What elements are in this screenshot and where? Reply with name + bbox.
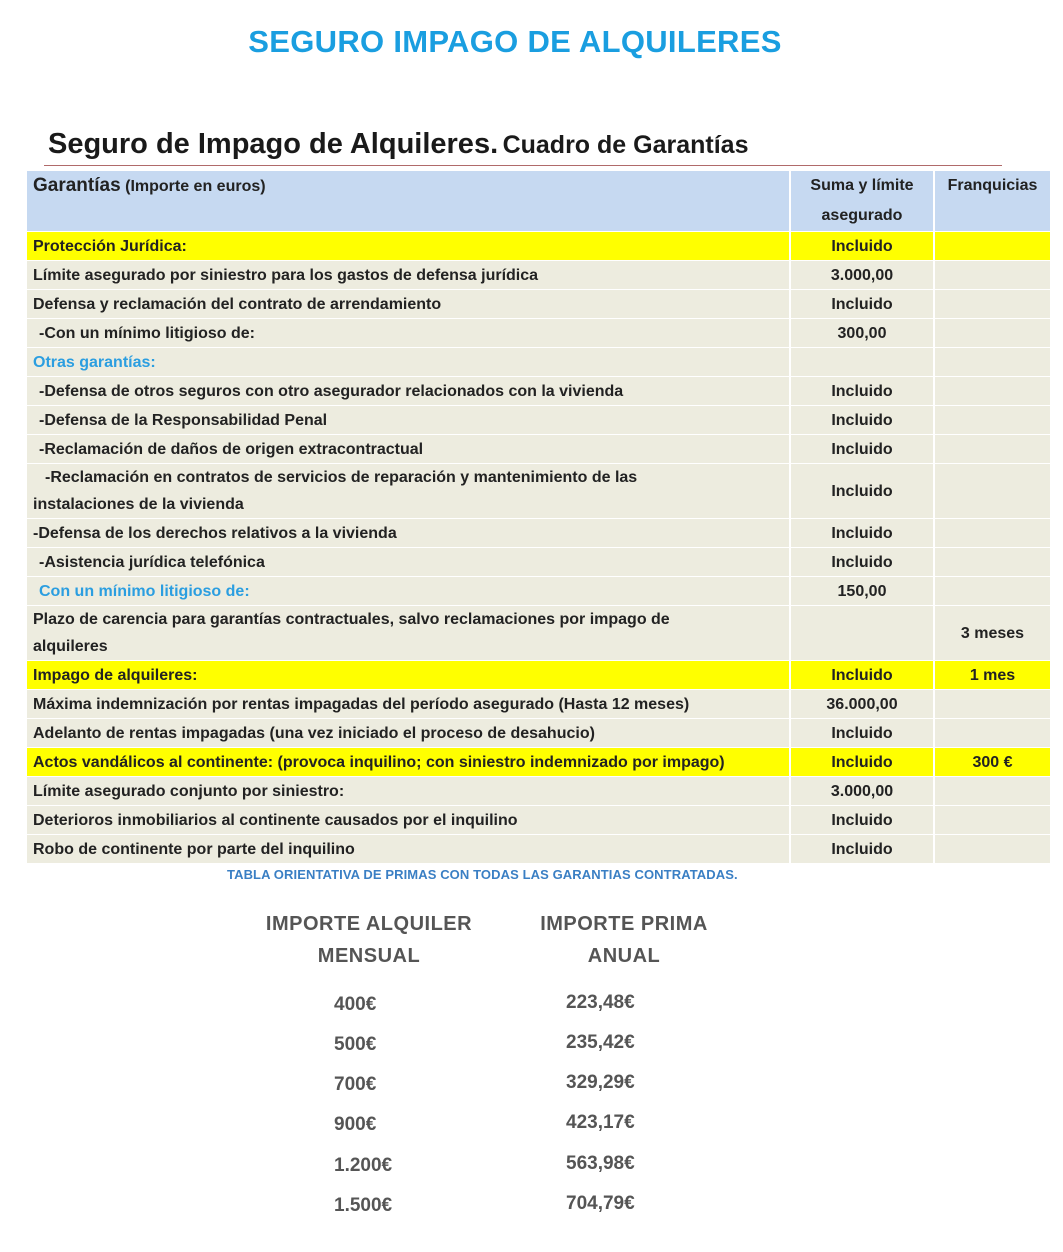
primas-alquiler-value: 500€	[334, 1034, 377, 1055]
section-title-main: Seguro de Impago de Alquileres.	[48, 128, 499, 160]
row-value: Incluido	[790, 719, 934, 748]
row-value: Incluido	[790, 290, 934, 319]
table-row	[27, 748, 1050, 777]
table-row	[27, 577, 1050, 606]
table-row	[27, 406, 1050, 435]
title-divider	[44, 165, 1002, 166]
header-garantias-label: Garantías	[33, 175, 121, 196]
guarantees-table	[27, 171, 1050, 864]
row-label: Robo de continente por parte del inquilino	[27, 835, 790, 864]
main-title: SEGURO IMPAGO DE ALQUILERES	[248, 24, 782, 59]
row-value: Incluido	[790, 232, 934, 261]
primas-prima-value: 223,48€	[566, 992, 635, 1013]
table-row	[27, 777, 1050, 806]
row-label: Defensa y reclamación del contrato de arrendamiento	[27, 290, 790, 319]
primas-header-prima-line1: IMPORTE PRIMA	[540, 913, 708, 935]
row-label-line2: alquileres	[33, 638, 108, 655]
section-title	[48, 128, 748, 161]
row-label	[27, 464, 790, 519]
row-value: Incluido	[790, 435, 934, 464]
table-row	[27, 319, 1050, 348]
primas-header-alquiler-line1: IMPORTE ALQUILER	[265, 913, 473, 935]
primas-prima-value: 704,79€	[566, 1193, 635, 1214]
primas-prima-value: 423,17€	[566, 1112, 635, 1133]
primas-header-alquiler-line2: MENSUAL	[317, 945, 421, 967]
table-row	[27, 232, 1050, 261]
row-value: Incluido	[790, 519, 934, 548]
row-value: Incluido	[790, 464, 934, 519]
row-label-line2: instalaciones de la vivienda	[33, 496, 244, 513]
row-label: -Con un mínimo litigioso de:	[27, 319, 790, 348]
row-franquicia	[934, 690, 1050, 719]
row-label: -Reclamación de daños de origen extracontractual	[27, 435, 790, 464]
primas-alquiler-value: 1.200€	[334, 1155, 393, 1176]
table-row	[27, 835, 1050, 864]
row-label: Otras garantías:	[27, 348, 790, 377]
row-label: -Asistencia jurídica telefónica	[27, 548, 790, 577]
row-franquicia	[934, 290, 1050, 319]
row-franquicia	[934, 777, 1050, 806]
row-franquicia	[934, 377, 1050, 406]
row-label	[27, 606, 790, 661]
primas-prima-value: 563,98€	[566, 1153, 635, 1174]
row-franquicia: 300 €	[934, 748, 1050, 777]
row-label: -Defensa de otros seguros con otro asegurador relacionados con la vivienda	[27, 377, 790, 406]
row-label: Límite asegurado conjunto por siniestro:	[27, 777, 790, 806]
table-row	[27, 690, 1050, 719]
row-value: Incluido	[790, 661, 934, 690]
table-row	[27, 348, 1050, 377]
table-row	[27, 806, 1050, 835]
header-garantias-sub: (Importe en euros)	[125, 178, 266, 195]
primas-header-prima-line2: ANUAL	[587, 945, 661, 967]
row-label: Actos vandálicos al continente: (provoca inquilino; con siniestro indemnizado por impago)	[27, 748, 790, 777]
row-franquicia	[934, 464, 1050, 519]
primas-alquiler-value: 900€	[334, 1114, 377, 1135]
row-franquicia: 1 mes	[934, 661, 1050, 690]
row-franquicia	[934, 406, 1050, 435]
row-label: Impago de alquileres:	[27, 661, 790, 690]
row-value: 3.000,00	[790, 777, 934, 806]
table-row	[27, 548, 1050, 577]
row-label: Protección Jurídica:	[27, 232, 790, 261]
header-suma-line2: asegurado	[821, 207, 903, 224]
primas-prima-value: 235,42€	[566, 1032, 635, 1053]
table-row	[27, 377, 1050, 406]
row-franquicia	[934, 319, 1050, 348]
header-suma-line1: Suma y límite	[810, 177, 914, 194]
primas-alquiler-value: 1.500€	[334, 1195, 393, 1216]
row-franquicia	[934, 348, 1050, 377]
table-row	[27, 290, 1050, 319]
table-row	[27, 464, 1050, 519]
row-franquicia	[934, 435, 1050, 464]
row-franquicia	[934, 719, 1050, 748]
row-value: Incluido	[790, 806, 934, 835]
table-row	[27, 661, 1050, 690]
row-label: Límite asegurado por siniestro para los gastos de defensa jurídica	[27, 261, 790, 290]
header-garantias	[27, 171, 790, 232]
table-row	[27, 719, 1050, 748]
primas-alquiler-value: 400€	[334, 994, 377, 1015]
table-row	[27, 435, 1050, 464]
table-header-row	[27, 171, 1050, 232]
header-suma	[790, 171, 934, 232]
row-value: 300,00	[790, 319, 934, 348]
table-row	[27, 261, 1050, 290]
row-franquicia	[934, 261, 1050, 290]
row-label: Máxima indemnización por rentas impagadas del período asegurado (Hasta 12 meses)	[27, 690, 790, 719]
row-value: Incluido	[790, 406, 934, 435]
row-value: Incluido	[790, 835, 934, 864]
row-value	[790, 606, 934, 661]
row-label: -Defensa de la Responsabilidad Penal	[27, 406, 790, 435]
row-franquicia	[934, 519, 1050, 548]
primas-header-prima	[525, 908, 723, 972]
primas-prima-value: 329,29€	[566, 1072, 635, 1093]
row-value: Incluido	[790, 377, 934, 406]
row-label-line1: Plazo de carencia para garantías contractuales, salvo reclamaciones por impago de	[33, 611, 670, 628]
row-franquicia: 3 meses	[934, 606, 1050, 661]
row-value	[790, 348, 934, 377]
row-franquicia	[934, 835, 1050, 864]
row-franquicia	[934, 232, 1050, 261]
row-value: 3.000,00	[790, 261, 934, 290]
section-title-sub: Cuadro de Garantías	[502, 131, 749, 159]
row-value: Incluido	[790, 748, 934, 777]
row-value: Incluido	[790, 548, 934, 577]
primas-table-title: TABLA ORIENTATIVA DE PRIMAS CON TODAS LAS GARANTIAS CONTRATADAS.	[227, 867, 738, 882]
row-franquicia	[934, 806, 1050, 835]
row-label: -Defensa de los derechos relativos a la vivienda	[27, 519, 790, 548]
row-value: 150,00	[790, 577, 934, 606]
row-franquicia	[934, 577, 1050, 606]
primas-header-alquiler	[255, 908, 483, 972]
header-franquicias: Franquicias	[934, 171, 1050, 232]
table-row	[27, 519, 1050, 548]
row-label: Con un mínimo litigioso de:	[27, 577, 790, 606]
row-value: 36.000,00	[790, 690, 934, 719]
row-label: Deterioros inmobiliarios al continente causados por el inquilino	[27, 806, 790, 835]
row-label: Adelanto de rentas impagadas (una vez iniciado el proceso de desahucio)	[27, 719, 790, 748]
row-franquicia	[934, 548, 1050, 577]
primas-alquiler-value: 700€	[334, 1074, 377, 1095]
row-label-line1: -Reclamación en contratos de servicios de reparación y mantenimiento de las	[45, 469, 638, 486]
table-row	[27, 606, 1050, 661]
